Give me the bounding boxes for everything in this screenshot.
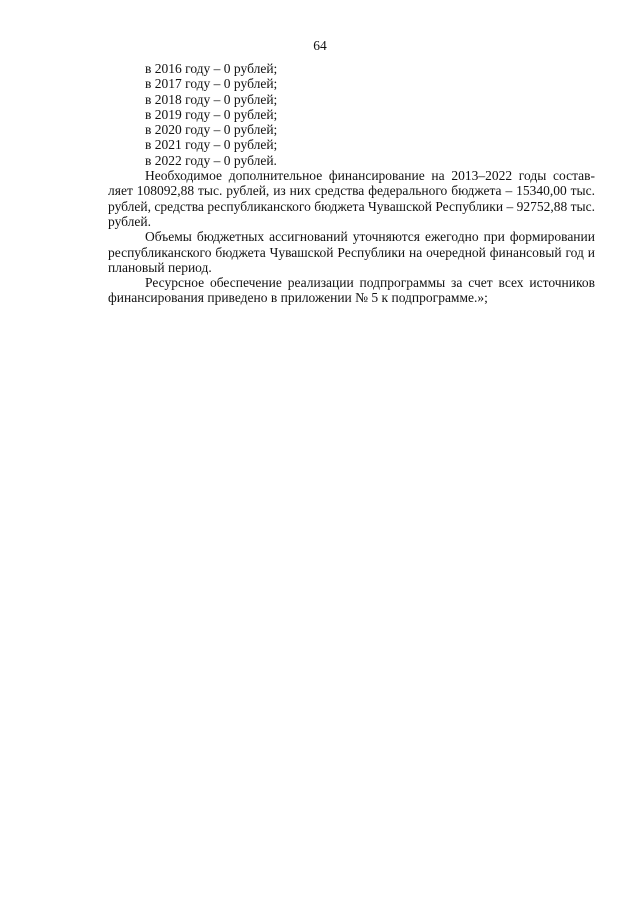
additional-financing-paragraph: Необходимое дополнительное финансирование на 2013–2022 годы составляет 108092,88 тыс. рублей, из них средства федерального бюджета – 15340,00 тыс. рублей, средства республиканского бюджета Чувашской Республики – 92752,88 тыс. рублей. bbox=[108, 168, 595, 229]
list-item: в 2018 году – 0 рублей; bbox=[145, 91, 278, 107]
budget-allocations-paragraph: Объемы бюджетных ассигнований уточняются ежегодно при формировании республиканского бюджета Чувашской Республики на очередной финансовый год и плановый период. bbox=[108, 229, 595, 275]
list-item: в 2017 году – 0 рублей; bbox=[145, 76, 278, 92]
list-item: в 2022 году – 0 рублей. bbox=[145, 152, 277, 168]
list-item: в 2019 году – 0 рублей; bbox=[145, 106, 278, 122]
resource-provision-paragraph: Ресурсное обеспечение реализации подпрограммы за счет всех источников финансирования приведено в приложении № 5 к подпрограмме.»; bbox=[108, 275, 595, 306]
document-body bbox=[108, 61, 595, 306]
page-number: 64 bbox=[313, 38, 327, 53]
list-item: в 2021 году – 0 рублей; bbox=[145, 137, 278, 153]
funding-by-year-list bbox=[108, 61, 595, 168]
list-item: в 2020 году – 0 рублей; bbox=[145, 122, 278, 138]
list-item: в 2016 году – 0 рублей; bbox=[145, 61, 278, 76]
